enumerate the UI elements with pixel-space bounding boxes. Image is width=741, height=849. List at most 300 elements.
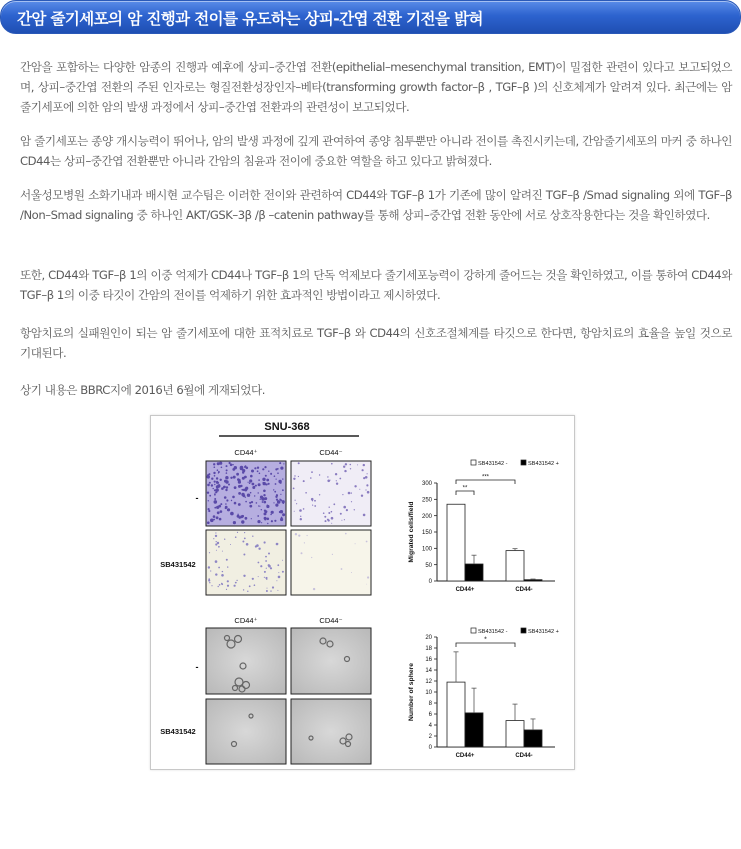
cell-dot <box>208 579 210 581</box>
row-label-untreated-sphere: - <box>195 662 199 672</box>
cell-dot <box>299 509 302 512</box>
cell-dot <box>277 472 279 474</box>
cell-dot <box>298 476 299 477</box>
cell-dot <box>296 503 297 504</box>
y-tick-label: 0 <box>428 579 432 586</box>
cell-dot <box>264 466 266 468</box>
cell-dot <box>340 513 342 515</box>
cell-dot <box>343 466 345 468</box>
legend-swatch <box>521 628 526 633</box>
cell-dot <box>260 565 262 567</box>
cell-dot <box>268 483 270 485</box>
cell-dot <box>264 571 266 573</box>
image-sphere-cd44pos-treated <box>206 699 286 764</box>
cell-dot <box>295 500 296 501</box>
cell-dot <box>216 516 219 519</box>
col-label-cd44-pos: CD44⁺ <box>234 448 258 457</box>
cell-dot <box>221 467 223 469</box>
bar <box>524 730 542 747</box>
cell-dot <box>327 476 328 477</box>
cell-dot <box>258 492 259 493</box>
cell-dot <box>217 542 219 544</box>
cell-dot <box>277 500 281 504</box>
cell-dot <box>254 486 255 487</box>
cell-dot <box>348 492 351 495</box>
cell-dot <box>274 491 276 493</box>
cell-dot <box>282 560 283 561</box>
cell-dot <box>244 466 245 467</box>
row-label-untreated: - <box>195 493 199 503</box>
cell-dot <box>261 509 262 510</box>
cell-dot <box>279 462 281 464</box>
paragraph-3: 서울성모병원 소화기내과 배시현 교수팀은 이러한 전이와 관련하여 CD44와 TGF–β 1가 기존에 많이 알려진 TGF–β /Smad signaling 외에 TGF–β /Non–Smad signaling 중 하나인 AKT/GSK–3β /β –catenin pathway를 통해 상피–중간엽 전환 동안에 서로 상호작용한다는 것을 확인하였다. <box>20 188 732 222</box>
cell-dot <box>249 505 252 508</box>
cell-dot <box>244 532 245 533</box>
significance-bracket <box>456 643 515 647</box>
cell-dot <box>266 568 267 569</box>
cell-dot <box>351 501 352 502</box>
cell-dot <box>300 516 301 517</box>
cell-dot <box>218 567 220 569</box>
cell-dot <box>236 473 239 476</box>
cell-dot <box>333 503 335 505</box>
title-bar <box>0 0 741 34</box>
cell-dot <box>237 532 238 533</box>
cell-dot <box>282 571 284 573</box>
y-tick-label: 2 <box>428 734 432 741</box>
cell-dot <box>238 481 241 484</box>
cell-dot <box>264 541 266 543</box>
cell-dot <box>217 511 220 514</box>
cell-dot <box>367 491 370 494</box>
y-tick-label: 300 <box>421 481 432 488</box>
cell-dot <box>237 514 238 515</box>
cell-dot <box>304 542 305 543</box>
cell-dot <box>220 510 223 513</box>
cell-dot <box>363 477 365 479</box>
cell-dot <box>295 533 297 535</box>
cell-dot <box>335 473 337 475</box>
cell-dot <box>209 582 210 583</box>
cell-dot <box>327 480 330 483</box>
cell-dot <box>254 467 256 469</box>
cell-dot <box>218 484 220 486</box>
cell-dot <box>217 462 220 465</box>
x-tick-label: CD44- <box>515 587 533 593</box>
cell-dot <box>225 506 228 509</box>
cell-dot <box>208 510 210 512</box>
cell-dot <box>361 495 363 497</box>
cell-dot <box>217 469 219 471</box>
cell-dot <box>211 484 213 486</box>
cell-dot <box>246 467 249 470</box>
cell-dot <box>331 517 334 520</box>
cell-dot <box>215 507 217 509</box>
x-tick-label: CD44- <box>515 753 533 759</box>
cell-dot <box>245 497 246 498</box>
cell-dot <box>265 483 267 485</box>
cell-dot <box>238 503 241 506</box>
cell-dot <box>275 504 278 507</box>
cell-dot <box>207 492 209 494</box>
cell-dot <box>271 511 274 514</box>
cell-dot <box>244 538 246 540</box>
cell-dot <box>215 532 216 533</box>
cell-dot <box>261 522 262 523</box>
cell-dot <box>263 494 265 496</box>
cell-dot <box>303 508 305 510</box>
y-tick-label: 200 <box>421 513 432 520</box>
page-title: 간암 줄기세포의 암 진행과 전이를 유도하는 상피-간엽 전환 기전을 밝혀 <box>17 10 483 28</box>
cell-dot <box>268 471 269 472</box>
cell-dot <box>225 503 227 505</box>
cell-dot <box>258 483 261 486</box>
cell-dot <box>278 576 281 579</box>
cell-dot <box>214 475 216 477</box>
cell-dot <box>207 475 210 478</box>
cell-dot <box>293 488 295 490</box>
cell-dot <box>273 502 274 503</box>
cell-dot <box>233 476 236 479</box>
cell-dot <box>226 589 227 590</box>
cell-dot <box>277 590 278 591</box>
cell-dot <box>257 470 259 472</box>
cell-dot <box>350 468 351 469</box>
cell-dot <box>252 536 253 537</box>
y-tick-label: 250 <box>421 497 432 504</box>
cell-dot <box>254 584 256 586</box>
cell-dot <box>224 539 225 540</box>
cell-dot <box>303 480 305 482</box>
cell-dot <box>213 463 215 465</box>
cell-dot <box>215 535 217 537</box>
cell-dot <box>271 520 273 522</box>
cell-dot <box>275 483 277 485</box>
y-axis-label: Migrated cells/field <box>408 501 415 563</box>
cell-dot <box>226 472 228 474</box>
bar <box>524 580 542 581</box>
cell-dot <box>339 478 341 480</box>
cell-dot <box>207 521 210 524</box>
cell-dot <box>267 588 268 589</box>
cell-dot <box>213 538 214 539</box>
cell-dot <box>249 585 251 587</box>
col-label-cd44-neg: CD44⁻ <box>319 448 343 457</box>
cell-dot <box>246 543 249 546</box>
cell-dot <box>328 512 330 514</box>
cell-dot <box>267 523 268 524</box>
cell-dot <box>249 479 252 482</box>
cell-dot <box>214 489 216 491</box>
cell-dot <box>232 468 235 471</box>
image-migration-cd44neg-treated <box>291 530 371 595</box>
cell-dot <box>272 586 274 588</box>
cell-dot <box>311 557 312 558</box>
cell-dot <box>366 541 368 543</box>
cell-dot <box>227 585 229 587</box>
cell-dot <box>294 511 295 512</box>
cell-dot <box>363 464 365 466</box>
cell-dot <box>230 544 231 545</box>
cell-dot <box>265 560 267 562</box>
cell-dot <box>351 572 352 573</box>
cell-dot <box>311 498 314 501</box>
sphere-images <box>206 628 371 764</box>
cell-dot <box>213 519 215 521</box>
cell-dot <box>281 517 283 519</box>
cell-dot <box>226 469 228 471</box>
cell-dot <box>270 514 272 516</box>
cell-dot <box>230 477 232 479</box>
cell-dot <box>344 470 346 472</box>
cell-dot <box>282 513 285 516</box>
cell-dot <box>227 580 229 582</box>
cell-dot <box>257 520 260 523</box>
cell-dot <box>264 517 267 520</box>
cell-dot <box>247 591 248 592</box>
cell-dot <box>268 553 270 555</box>
cell-dot <box>226 499 228 501</box>
cell-dot <box>327 519 329 521</box>
chart-2 <box>408 628 559 759</box>
cell-dot <box>210 570 211 571</box>
cell-dot <box>323 512 325 514</box>
cell-dot <box>231 500 232 501</box>
cell-dot <box>314 500 316 502</box>
cell-dot <box>208 500 209 501</box>
cell-dot <box>241 520 244 523</box>
cell-dot <box>226 465 228 467</box>
cell-dot <box>237 515 240 518</box>
cell-dot <box>234 486 237 489</box>
cell-dot <box>256 544 259 547</box>
cell-dot <box>280 494 281 495</box>
y-tick-label: 0 <box>428 745 432 752</box>
cell-dot <box>355 543 356 544</box>
cell-dot <box>263 482 264 483</box>
cell-dot <box>362 469 364 471</box>
cell-dot <box>210 519 214 523</box>
col-label-cd44-pos-sphere: CD44⁺ <box>234 616 258 625</box>
cell-dot <box>263 490 266 493</box>
cell-dot <box>336 483 338 485</box>
cell-dot <box>268 564 270 566</box>
cell-dot <box>219 518 222 521</box>
legend-label: SB431542 + <box>528 461 559 467</box>
cell-dot <box>325 520 327 522</box>
cell-dot <box>213 488 214 489</box>
cell-dot <box>274 520 276 522</box>
cell-dot <box>240 466 244 470</box>
cell-dot <box>293 478 295 480</box>
image-sphere-cd44pos-control <box>206 628 286 694</box>
significance-bracket <box>456 480 515 484</box>
y-tick-label: 6 <box>428 712 432 719</box>
legend-label: SB431542 + <box>528 629 559 635</box>
y-tick-label: 14 <box>425 668 432 675</box>
cell-dot <box>262 478 265 481</box>
cell-dot <box>214 493 215 494</box>
cell-dot <box>277 564 279 566</box>
cell-dot <box>282 478 283 479</box>
bar <box>506 721 524 747</box>
cell-dot <box>305 492 307 494</box>
cell-dot <box>277 543 278 544</box>
cell-dot <box>221 574 224 577</box>
cell-dot <box>257 515 259 517</box>
cell-line-label: SNU-368 <box>264 421 310 433</box>
y-tick-label: 4 <box>428 723 432 730</box>
x-tick-label: CD44+ <box>455 753 475 759</box>
cell-dot <box>220 503 222 505</box>
cell-dot <box>251 518 252 519</box>
cell-dot <box>234 502 237 505</box>
cell-dot <box>267 518 270 521</box>
paragraph-1: 간암을 포함하는 다양한 암종의 진행과 예후에 상피–중간엽 전환(epithelial–mesenchymal transition, EMT)이 밀접한 관련이 있다고 보고되었으며, 상피–중간엽 전환의 주된 인자로는 형질전환성장인자–베타(transforming growth factor–β , TGF–β )의 신호체계가 알려져 있다. 최근에는 암 줄기세포에 의한 암의 발생 과정에서 상피–중간엽 전환과의 관련성이 보고되었다. <box>20 60 732 114</box>
cell-dot <box>258 479 260 481</box>
cell-dot <box>276 580 277 581</box>
cell-dot <box>277 468 279 470</box>
cell-dot <box>243 554 245 556</box>
cell-dot <box>214 484 215 485</box>
cell-dot <box>211 585 212 586</box>
cell-dot <box>279 499 281 501</box>
row-label-treated: SB431542 <box>160 560 196 569</box>
cell-dot <box>243 589 244 590</box>
cell-dot <box>258 562 260 564</box>
cell-dot <box>222 571 223 572</box>
cell-dot <box>251 470 254 473</box>
cell-dot <box>230 512 234 516</box>
cell-dot <box>252 578 254 580</box>
cell-dot <box>211 478 213 480</box>
figure <box>150 415 575 770</box>
x-tick-label: CD44+ <box>455 587 475 593</box>
cell-dot <box>294 475 295 476</box>
y-tick-label: 20 <box>425 635 432 642</box>
cell-dot <box>218 586 219 587</box>
cell-dot <box>218 546 220 548</box>
cell-dot <box>275 496 277 498</box>
cell-dot <box>242 477 245 480</box>
cell-dot <box>270 590 271 591</box>
cell-dot <box>311 471 313 473</box>
legend-swatch <box>471 460 476 465</box>
significance-label: *** <box>481 474 490 481</box>
cell-dot <box>225 476 228 479</box>
significance-bracket <box>456 491 474 495</box>
cell-dot <box>251 501 253 503</box>
cell-dot <box>235 582 237 584</box>
col-label-cd44-neg-sphere: CD44⁻ <box>319 616 343 625</box>
cell-dot <box>219 584 221 586</box>
cell-dot <box>214 500 218 504</box>
cell-dot <box>215 573 217 575</box>
bar <box>447 504 465 581</box>
cell-dot <box>245 517 248 520</box>
y-axis-label: Number of sphere <box>408 662 415 722</box>
cell-dot <box>331 511 333 513</box>
cell-dot <box>367 473 368 474</box>
bar <box>506 551 524 581</box>
cell-dot <box>359 489 360 490</box>
cell-dot <box>216 550 217 551</box>
cell-dot <box>214 494 216 496</box>
cell-dot <box>342 494 343 495</box>
cell-dot <box>226 486 228 488</box>
figure-svg <box>151 416 574 769</box>
cell-dot <box>300 518 302 520</box>
cell-dot <box>354 485 356 487</box>
cell-dot <box>366 584 367 585</box>
y-tick-label: 8 <box>428 701 432 708</box>
cell-dot <box>265 475 267 477</box>
cell-dot <box>319 494 320 495</box>
paragraph-2: 암 줄기세포는 종양 개시능력이 뛰어나, 암의 발생 과정에 깊게 관여하여 종양 침투뿐만 아니라 전이를 촉진시키는데, 간암줄기세포의 마커 중 하나인 CD44는 상피–중간엽 전환뿐만 아니라 간암의 침윤과 전이에 중요한 역할을 하고 있다고 밝혀졌다. <box>20 134 732 168</box>
cell-dot <box>257 467 259 469</box>
chart-1 <box>408 460 559 593</box>
cell-dot <box>208 508 210 510</box>
cell-dot <box>341 520 342 521</box>
cell-dot <box>266 590 268 592</box>
paragraph-6: 상기 내용은 BBRC지에 2016년 6월에 게재되었다. <box>20 383 265 397</box>
cell-dot <box>209 482 211 484</box>
cell-dot <box>228 484 230 486</box>
cell-dot <box>331 463 333 465</box>
cell-dot <box>218 471 220 473</box>
y-tick-label: 100 <box>421 546 432 553</box>
significance-label: ** <box>462 485 468 492</box>
cell-dot <box>225 489 227 491</box>
cell-dot <box>215 560 218 563</box>
cell-dot <box>273 489 274 490</box>
image-sphere-cd44neg-control <box>291 628 371 694</box>
cell-dot <box>234 585 236 587</box>
cell-dot <box>307 535 308 536</box>
cell-dot <box>252 483 255 486</box>
cell-dot <box>245 501 247 503</box>
cell-dot <box>232 464 233 465</box>
cell-dot <box>233 521 236 524</box>
cell-dot <box>264 497 267 500</box>
cell-dot <box>213 472 215 474</box>
cell-dot <box>280 467 283 470</box>
cell-dot <box>227 566 228 567</box>
cell-dot <box>312 505 313 506</box>
cell-dot <box>310 477 312 479</box>
cell-dot <box>266 505 269 508</box>
cell-dot <box>237 478 240 481</box>
cell-dot <box>346 509 348 511</box>
cell-dot <box>278 572 279 573</box>
cell-dot <box>214 481 216 483</box>
cell-dot <box>229 462 231 464</box>
cell-dot <box>209 552 210 553</box>
cell-dot <box>226 559 228 561</box>
cell-dot <box>242 515 243 516</box>
cell-dot <box>298 462 300 464</box>
cell-dot <box>260 496 263 499</box>
y-tick-label: 18 <box>425 646 432 653</box>
cell-dot <box>264 501 267 504</box>
cell-dot <box>250 492 252 494</box>
cell-dot <box>341 568 343 570</box>
cell-dot <box>366 484 368 486</box>
cell-dot <box>209 495 211 497</box>
cell-dot <box>213 515 216 518</box>
paragraph-5: 항암치료의 실패원인이 되는 암 줄기세포에 대한 표적치료로 TGF–β 와 CD44의 신호조절체계를 타깃으로 한다면, 항암치료의 효율을 높일 것으로 기대된다. <box>20 326 732 360</box>
cell-dot <box>208 566 210 568</box>
